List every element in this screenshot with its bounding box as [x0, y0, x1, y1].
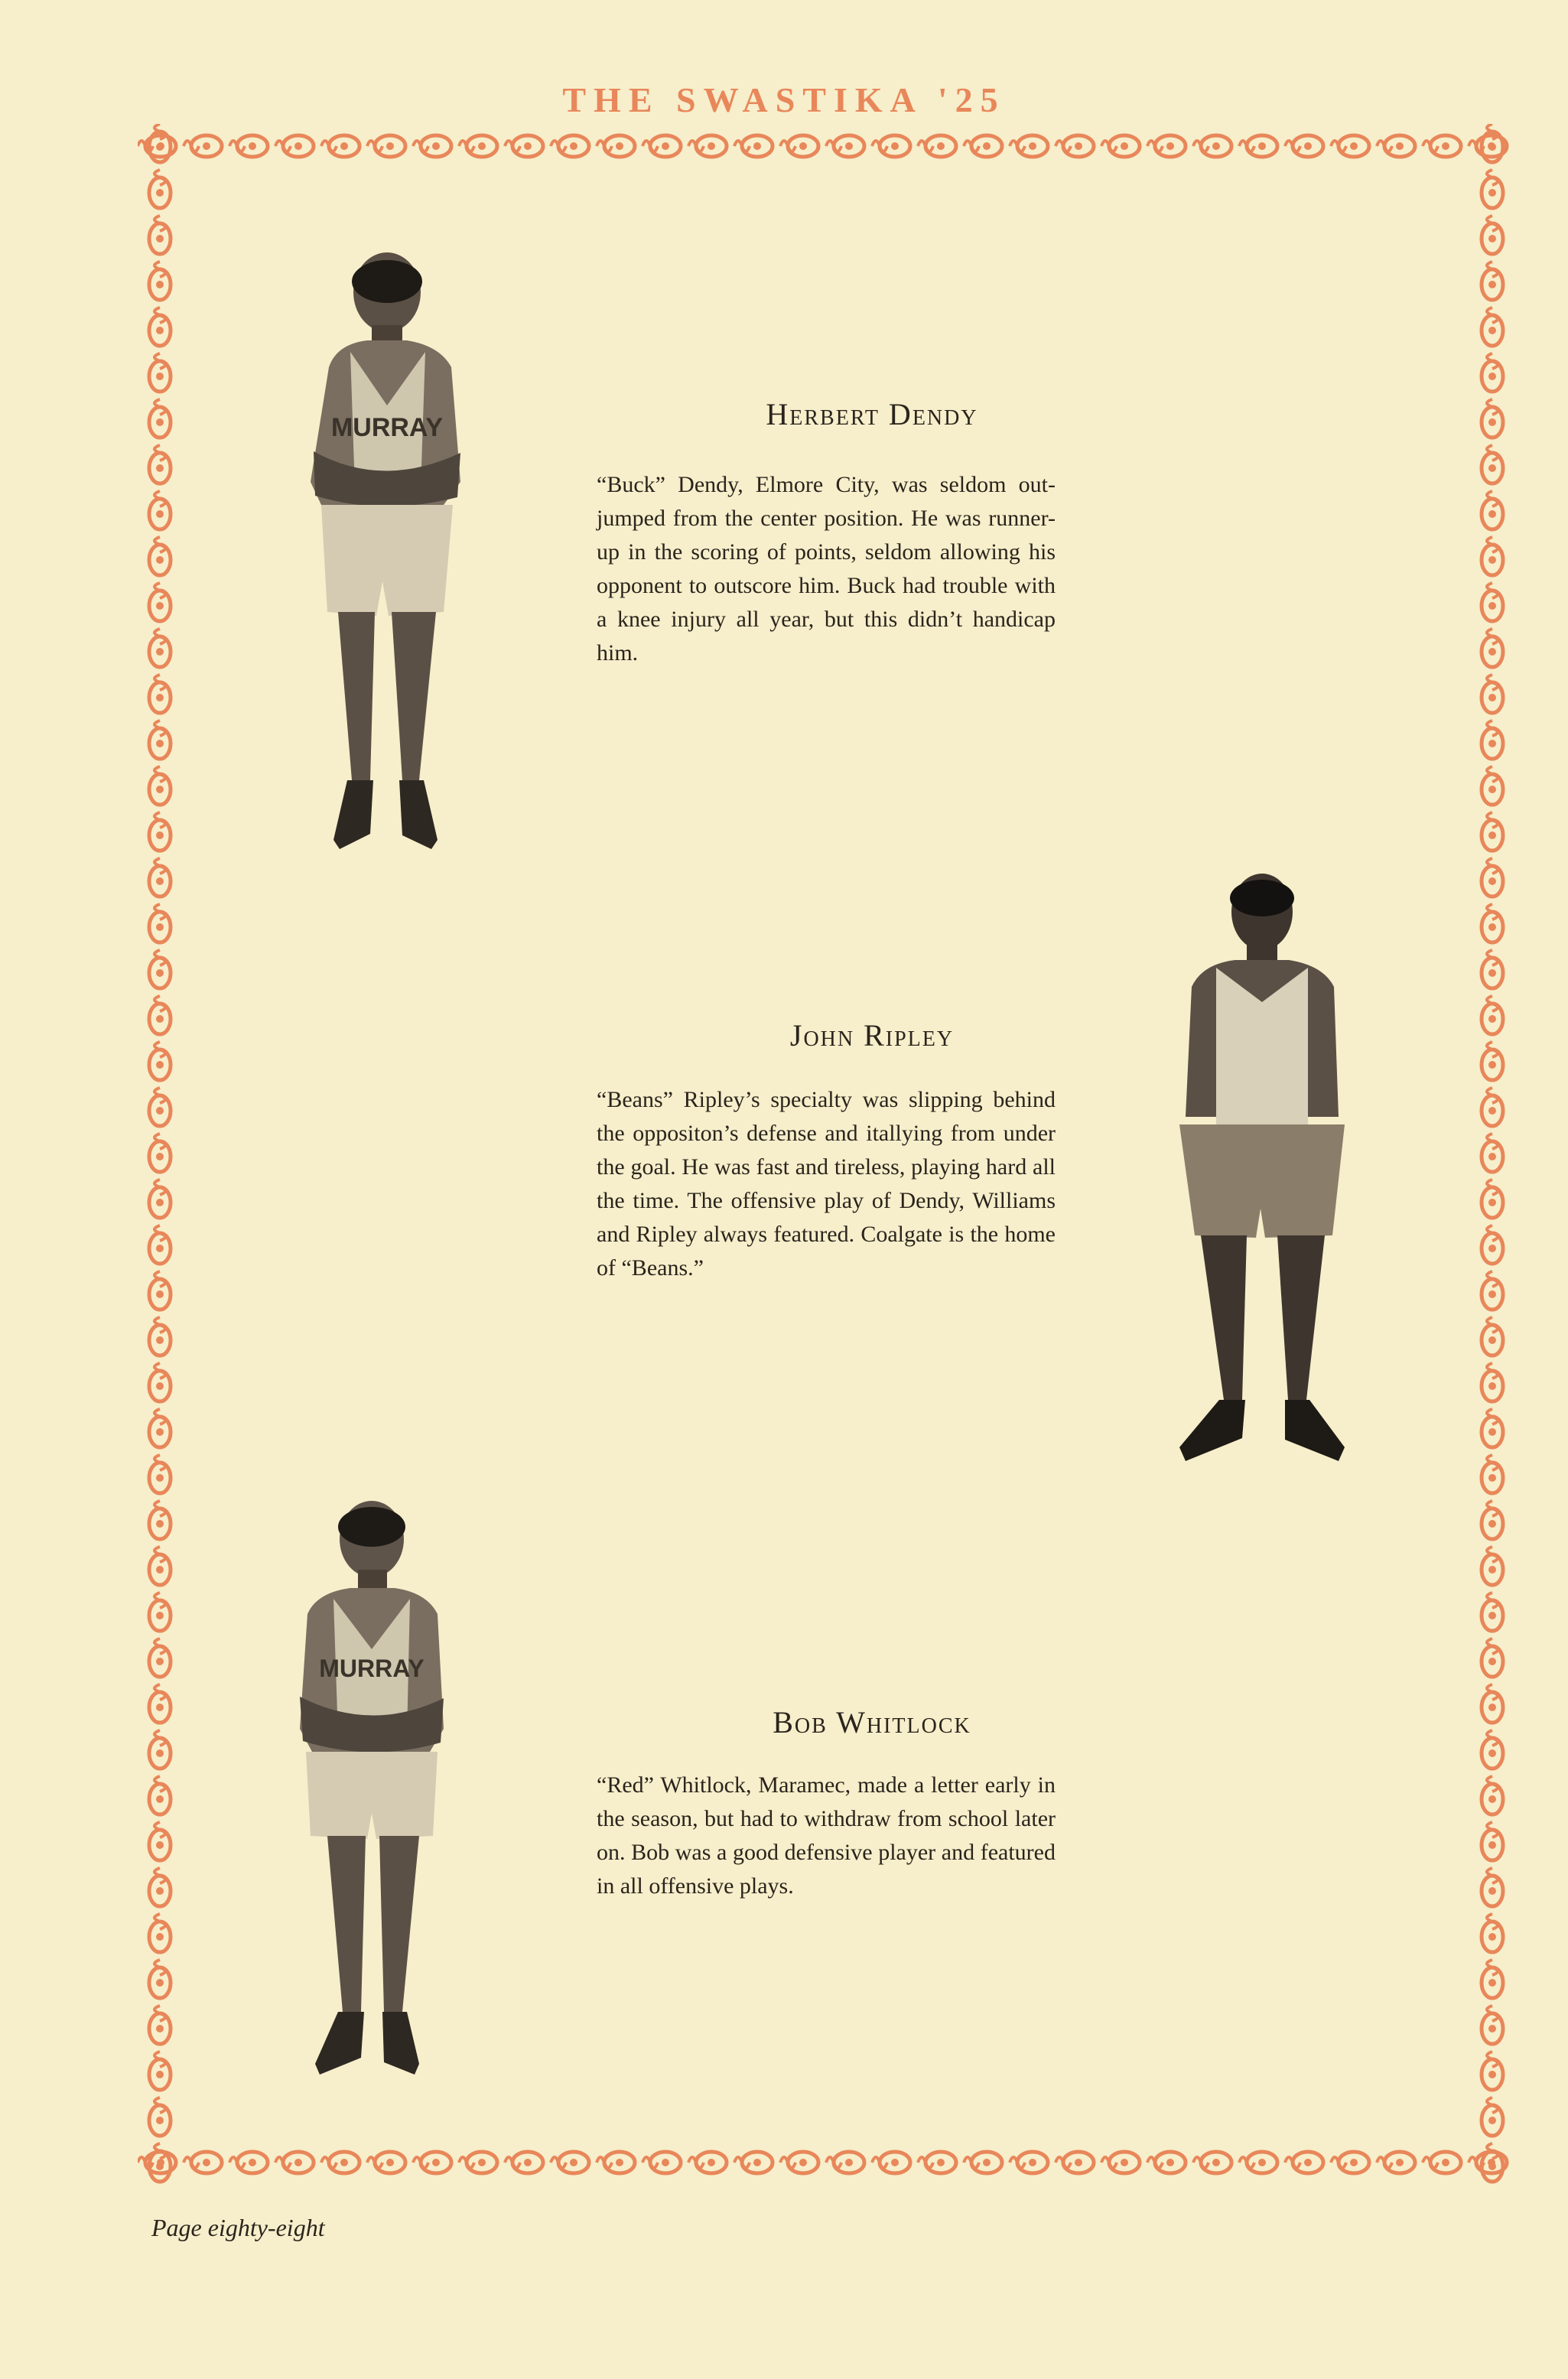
ornament-motif	[1482, 353, 1503, 392]
ornament-motif	[1482, 721, 1503, 759]
jersey-lettering: MURRAY	[319, 1655, 425, 1682]
ornament-motif	[1101, 2152, 1140, 2173]
ornament-motif	[149, 1547, 171, 1585]
ornament-motif	[688, 135, 727, 157]
ornament-motif	[1482, 216, 1503, 254]
ornament-motif	[1482, 629, 1503, 667]
ornament-motif	[184, 2152, 222, 2173]
ornament-motif	[1482, 1684, 1503, 1723]
player-figure-icon	[288, 1499, 456, 2081]
entry-name-bob-whitlock: Bob Whitlock	[773, 1705, 971, 1740]
ornament-motif	[149, 2052, 171, 2090]
ornament-motif	[149, 353, 171, 392]
ornament-motif	[149, 2006, 171, 2044]
ornament-motif	[780, 2152, 818, 2173]
ornament-motif	[551, 2152, 589, 2173]
ornament-motif	[734, 135, 773, 157]
ornament-motif	[1482, 766, 1503, 805]
ornament-motif	[1482, 2052, 1503, 2090]
ornament-motif	[1482, 583, 1503, 621]
page-header-title: THE SWASTIKA '25	[562, 80, 1006, 119]
entry-name-herbert-dendy: Herbert Dendy	[766, 397, 978, 431]
ornament-motif	[149, 1914, 171, 1952]
ornament-motif	[149, 1868, 171, 1906]
ornament-motif	[597, 2152, 635, 2173]
jersey-lettering: MURRAY	[330, 413, 444, 442]
ornament-motif	[1482, 1914, 1503, 1952]
ornament-motif	[872, 2152, 910, 2173]
ornament-motif	[1482, 399, 1503, 438]
ornament-motif	[149, 170, 171, 208]
ornament-motif	[1482, 170, 1503, 208]
ornament-motif	[149, 766, 171, 805]
entry-text-bob-whitlock: “Red” Whitlock, Maramec, made a letter early in the season, but had to withdraw from school later on. Bob was a good defensive player and featured in all offensive plays.	[597, 1772, 1056, 1899]
ornament-motif	[275, 135, 314, 157]
ornament-motif	[642, 2152, 681, 2173]
player-photo-herbert-dendy	[291, 252, 474, 864]
ornament-motif	[149, 950, 171, 988]
ornament-motif	[149, 858, 171, 897]
page-number-footer: Page eighty-eight	[151, 2214, 325, 2241]
ornament-motif	[1377, 2152, 1415, 2173]
ornament-motif	[149, 1180, 171, 1218]
ornament-motif	[597, 135, 635, 157]
ornament-motif	[1482, 2006, 1503, 2044]
ornament-motif	[1482, 537, 1503, 575]
ornament-motif	[1482, 1822, 1503, 1860]
ornament-motif	[149, 1639, 171, 1677]
ornament-motif	[1482, 262, 1503, 300]
ornament-motif	[642, 135, 681, 157]
ornament-motif	[149, 1088, 171, 1126]
ornament-motif	[1482, 1225, 1503, 1264]
ornament-motif	[149, 675, 171, 713]
ornament-motif	[872, 135, 910, 157]
ornament-motif	[1193, 2152, 1231, 2173]
ornament-motif	[413, 135, 451, 157]
player-figure-icon	[1163, 872, 1361, 1469]
ornament-motif	[1482, 1134, 1503, 1172]
ornament-motif	[1482, 1730, 1503, 1769]
ornament-motif	[1239, 2152, 1277, 2173]
ornament-motif	[1147, 2152, 1186, 2173]
ornament-motif	[229, 2152, 268, 2173]
ornament-motif	[149, 308, 171, 346]
ornament-motif	[1482, 1501, 1503, 1539]
ornament-motif	[1482, 950, 1503, 988]
ornament-motif	[1482, 2143, 1503, 2182]
ornament-motif	[1482, 1455, 1503, 1493]
ornamental-border-top	[138, 124, 1514, 168]
entry-text-john-ripley: “Beans” Ripley’s specialty was slipping behind the oppositon’s defense and itallying from under the goal. He was fast and tireless, playing hard all the time. The offensive play of Dendy, Williams and Ripley always featured. Coalgate is the home of “Beans.”	[597, 1087, 1056, 1281]
ornament-motif	[149, 1822, 171, 1860]
ornament-motif	[149, 629, 171, 667]
ornament-motif	[149, 1134, 171, 1172]
ornament-motif	[149, 124, 171, 162]
ornament-motif	[367, 135, 405, 157]
ornament-motif	[734, 2152, 773, 2173]
ornament-motif	[1482, 1547, 1503, 1585]
ornament-motif	[1482, 1088, 1503, 1126]
ornament-motif	[149, 262, 171, 300]
ornament-motif	[149, 904, 171, 942]
entry-text-herbert-dendy: “Buck” Dendy, Elmore City, was seldom out-jumped from the center position. He was runner-up in the scoring of points, seldom allowing his opponent to outscore him. Buck had trouble with a knee injury all year, but this didn’t handicap him.	[597, 472, 1056, 666]
ornament-motif	[1482, 308, 1503, 346]
ornament-motif	[1482, 445, 1503, 483]
ornament-motif	[1482, 904, 1503, 942]
ornament-motif	[149, 1684, 171, 1723]
ornament-motif	[551, 135, 589, 157]
ornament-motif	[1482, 1639, 1503, 1677]
ornamental-border-bottom	[138, 2140, 1514, 2185]
ornament-motif	[1239, 135, 1277, 157]
ornament-motif	[780, 135, 818, 157]
ornament-motif	[826, 135, 864, 157]
ornament-motif	[1482, 1776, 1503, 1814]
ornament-motif	[1482, 996, 1503, 1034]
ornament-motif	[1482, 1409, 1503, 1447]
ornament-motif	[1482, 1271, 1503, 1310]
ornament-motif	[413, 2152, 451, 2173]
ornament-motif	[1482, 124, 1503, 162]
entry-name-john-ripley: John Ripley	[789, 1018, 955, 1053]
ornament-motif	[321, 2152, 359, 2173]
ornament-motif	[1101, 135, 1140, 157]
ornament-motif	[149, 583, 171, 621]
ornament-motif	[149, 1960, 171, 1998]
ornament-motif	[149, 2143, 171, 2182]
ornament-motif	[149, 2097, 171, 2136]
ornament-motif	[149, 399, 171, 438]
ornament-motif	[149, 1730, 171, 1769]
player-photo-john-ripley	[1163, 872, 1361, 1469]
ornament-motif	[149, 1042, 171, 1080]
ornament-motif	[1482, 1180, 1503, 1218]
ornament-motif	[149, 1593, 171, 1631]
ornament-motif	[688, 2152, 727, 2173]
ornament-motif	[149, 216, 171, 254]
ornament-motif	[1423, 2152, 1461, 2173]
ornament-motif	[964, 2152, 1002, 2173]
ornament-motif	[1377, 135, 1415, 157]
ornament-motif	[149, 721, 171, 759]
ornament-motif	[459, 135, 497, 157]
ornament-motif	[918, 135, 956, 157]
ornament-motif	[1482, 1960, 1503, 1998]
ornament-motif	[149, 491, 171, 529]
ornament-motif	[1482, 1363, 1503, 1401]
ornament-motif	[149, 1271, 171, 1310]
ornament-motif	[505, 135, 543, 157]
ornament-motif	[149, 1455, 171, 1493]
player-figure-icon	[291, 252, 474, 864]
ornament-motif	[149, 537, 171, 575]
ornament-motif	[1482, 1868, 1503, 1906]
ornament-motif	[367, 2152, 405, 2173]
ornament-motif	[1056, 2152, 1094, 2173]
ornamental-border-left	[138, 124, 182, 2185]
ornament-motif	[229, 135, 268, 157]
ornament-motif	[149, 996, 171, 1034]
player-photo-bob-whitlock	[288, 1499, 456, 2081]
ornament-motif	[149, 1409, 171, 1447]
ornament-motif	[1482, 1317, 1503, 1355]
ornament-motif	[1193, 135, 1231, 157]
ornament-motif	[1010, 135, 1048, 157]
ornament-motif	[459, 2152, 497, 2173]
ornament-motif	[149, 1317, 171, 1355]
ornament-motif	[1010, 2152, 1048, 2173]
ornamental-border-right	[1470, 124, 1514, 2185]
ornament-motif	[826, 2152, 864, 2173]
ornament-motif	[1482, 1042, 1503, 1080]
ornament-motif	[1482, 675, 1503, 713]
ornament-motif	[149, 1501, 171, 1539]
ornament-motif	[149, 1776, 171, 1814]
ornament-motif	[149, 1363, 171, 1401]
ornament-motif	[918, 2152, 956, 2173]
ornament-motif	[1147, 135, 1186, 157]
ornament-motif	[149, 812, 171, 851]
ornament-motif	[275, 2152, 314, 2173]
ornament-motif	[1482, 491, 1503, 529]
ornament-motif	[964, 135, 1002, 157]
ornament-motif	[1482, 858, 1503, 897]
ornament-motif	[1482, 812, 1503, 851]
ornament-motif	[1056, 135, 1094, 157]
ornament-motif	[1331, 135, 1369, 157]
ornament-motif	[1482, 1593, 1503, 1631]
ornament-motif	[1285, 2152, 1323, 2173]
ornament-motif	[321, 135, 359, 157]
ornament-motif	[1423, 135, 1461, 157]
ornament-motif	[149, 1225, 171, 1264]
ornament-motif	[1331, 2152, 1369, 2173]
ornament-motif	[1285, 135, 1323, 157]
ornament-motif	[1482, 2097, 1503, 2136]
ornament-motif	[184, 135, 222, 157]
ornament-motif	[149, 445, 171, 483]
ornament-motif	[505, 2152, 543, 2173]
